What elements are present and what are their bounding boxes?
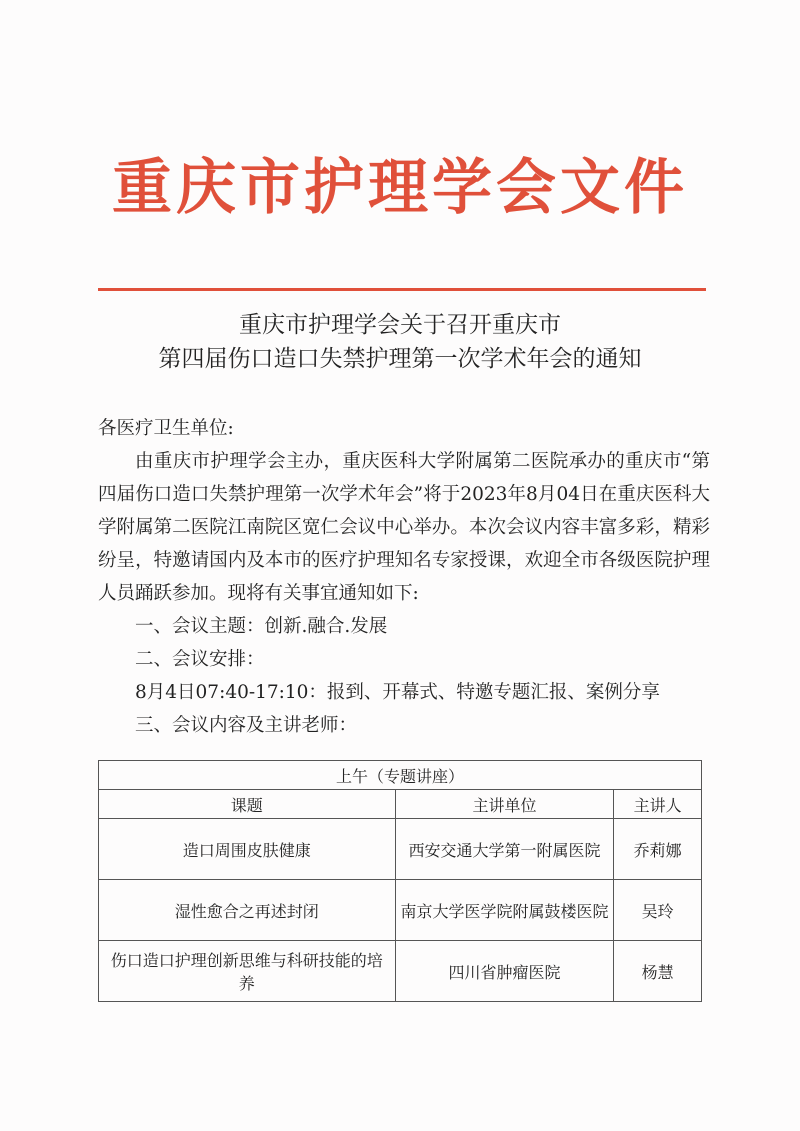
cell-topic: 湿性愈合之再述封闭 (99, 880, 396, 941)
cell-speaker: 乔莉娜 (614, 819, 702, 880)
item-schedule-time: 8月4日07:40-17:10：报到、开幕式、特邀专题汇报、案例分享 (135, 682, 660, 703)
org-header: 重庆市护理学会文件 (112, 153, 688, 223)
item-content: 三、会议内容及主讲老师： (135, 715, 358, 736)
notice-title-line-2: 第四届伤口造口失禁护理第一次学术年会的通知 (158, 346, 642, 372)
notice-body (98, 412, 710, 742)
header-speaker: 主讲人 (614, 790, 702, 819)
table-row (99, 941, 702, 1002)
cell-unit: 四川省肿瘤医院 (395, 941, 614, 1002)
item-theme: 一、会议主题：创新.融合.发展 (135, 616, 388, 637)
header-divider (98, 288, 706, 291)
table-row (99, 819, 702, 880)
intro-paragraph: 由重庆市护理学会主办，重庆医科大学附属第二医院承办的重庆市“第四届伤口造口失禁护理第一次学术年会”将于2023年8月04日在重庆医科大学附属第二医院江南院区宽仁会议中心举办。本次会议内容丰富多彩，精彩纷呈，特邀请国内及本市的医疗护理知名专家授课，欢迎全市各级医院护理人员踊跃参加。现将有关事宜通知如下: (98, 451, 710, 604)
schedule-table (98, 760, 702, 1002)
cell-topic: 造口周围皮肤健康 (99, 819, 396, 880)
item-arrangement: 二、会议安排： (135, 649, 265, 670)
notice-title-line-1: 重庆市护理学会关于召开重庆市 (239, 312, 561, 338)
notice-title (0, 308, 800, 376)
table-row (99, 880, 702, 941)
table-section-title: 上午（专题讲座） (99, 761, 702, 790)
cell-speaker: 吴玲 (614, 880, 702, 941)
table-header-row (99, 790, 702, 819)
cell-unit: 南京大学医学院附属鼓楼医院 (395, 880, 614, 941)
table-section-row (99, 761, 702, 790)
cell-topic: 伤口造口护理创新思维与科研技能的培养 (99, 941, 396, 1002)
header-unit: 主讲单位 (395, 790, 614, 819)
cell-speaker: 杨慧 (614, 941, 702, 1002)
cell-unit: 西安交通大学第一附属医院 (395, 819, 614, 880)
header-topic: 课题 (99, 790, 396, 819)
salutation: 各医疗卫生单位: (98, 418, 234, 439)
